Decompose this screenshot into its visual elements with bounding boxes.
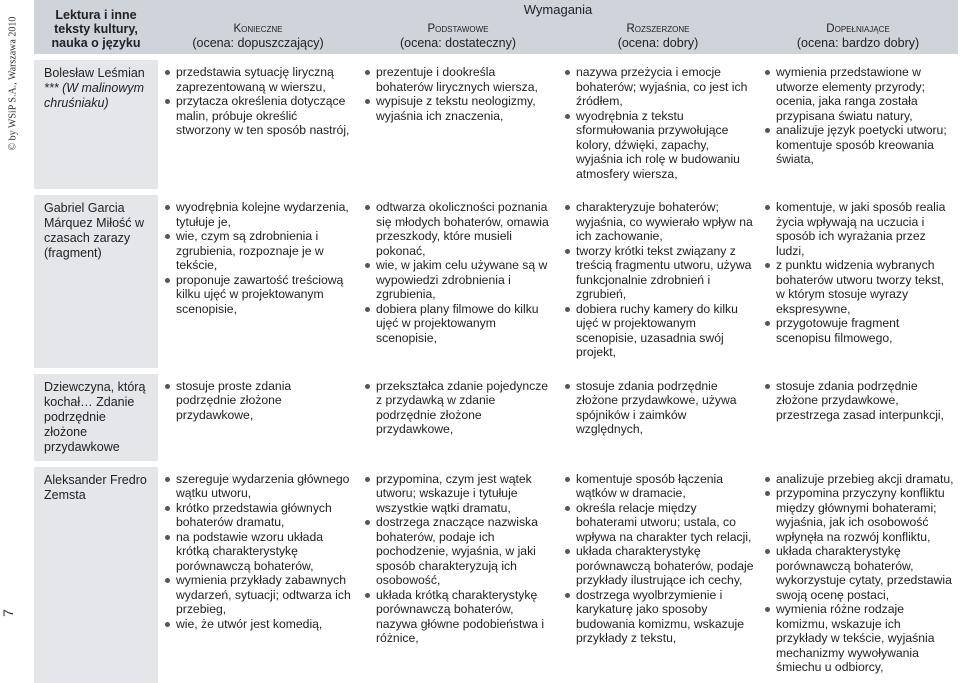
literature-cell: Bolesław Leśmian *** (W malinowym chruśniaku) bbox=[34, 57, 158, 192]
page-number: 7 bbox=[0, 609, 16, 617]
cell-dopelniajace bbox=[758, 371, 958, 464]
cell-dopelniajace bbox=[758, 464, 958, 683]
level-podstawowe: Podstawowe (ocena: dostateczny) bbox=[399, 23, 517, 50]
header-row-top bbox=[34, 0, 958, 20]
list-item: stosuje zdania podrzędnie złożone przydawkowe, przestrzega zasad interpunkcji, bbox=[776, 379, 954, 423]
table-row bbox=[34, 192, 958, 371]
list-item: wie, w jakim celu używane są w wypowiedzi zdrobnienia i zgrubienia, bbox=[376, 258, 554, 302]
list-item: prezentuje i dookreśla bohaterów lirycznych wiersza, bbox=[376, 65, 554, 94]
list-item: komentuje, w jaki sposób realia życia wpływają na uczucia i sposób ich wyrażania przez ludzi, bbox=[776, 200, 954, 258]
list-item: dostrzega wyolbrzymienie i karykaturę jako sposoby budowania komizmu, wskazuje przykłady z tekstu, bbox=[576, 588, 754, 646]
cell-rozszerzone bbox=[558, 192, 758, 371]
list-item: przygotowuje fragment scenopisu filmowego, bbox=[776, 316, 954, 345]
list-item: charakteryzuje bohaterów; wyjaśnia, co wywierało wpływ na ich zachowanie, bbox=[576, 200, 753, 243]
list-item: dostrzega znaczące nazwiska bohaterów, podaje ich pochodzenie, wyjaśnia, w jaki sposób charakteryzują ich osobowość, bbox=[376, 515, 554, 588]
table-row bbox=[34, 57, 958, 192]
side-strip bbox=[0, 0, 22, 627]
cell-dopelniajace bbox=[758, 192, 958, 371]
literature-cell: Dziewczyna, którą kochał… Zdanie podrzędnie złożone przydawkowe bbox=[34, 371, 158, 464]
list-item: analizuje język poetycki utworu; komentuje sposób kreowania świata, bbox=[776, 123, 954, 167]
cell-podstawowe bbox=[358, 57, 558, 192]
list-item: komentuje sposób łączenia wątków w dramacie, bbox=[576, 472, 754, 501]
literature-cell: Gabriel Garcia Márquez Miłość w czasach zarazy (fragment) bbox=[34, 192, 158, 371]
level-rozszerzone: Rozszerzone (ocena: dobry) bbox=[617, 23, 699, 50]
list-item: szereguje wydarzenia głównego wątku utworu, bbox=[176, 472, 354, 501]
list-item: przypomina, czym jest wątek utworu; wskazuje i tytułuje wszystkie wątki dramatu, bbox=[376, 472, 554, 516]
cell-rozszerzone bbox=[558, 464, 758, 683]
list-item: układa charakterystykę porównawczą bohaterów, wykorzystuje cytaty, przedstawia swoją ocenę postaci, bbox=[776, 544, 954, 602]
requirements-table bbox=[34, 0, 958, 683]
cell-rozszerzone bbox=[558, 371, 758, 464]
cell-konieczne bbox=[158, 192, 358, 371]
list-item: analizuje przebieg akcji dramatu, bbox=[776, 471, 954, 486]
header-literature: Lektura i inne teksty kultury, nauka o języku bbox=[51, 8, 141, 50]
header-wymagania: Wymagania bbox=[523, 2, 593, 17]
list-item: przypomina przyczyny konfliktu między głównymi bohaterami; wyjaśnia, jak ich osobowość wpłynęła na rozwój konfliktu, bbox=[776, 486, 954, 544]
list-item: wymienia różne rodzaje komizmu, wskazuje ich przykłady w tekście, wyjaśnia mechanizmy wywoływania śmiechu u odbiorcy, bbox=[776, 602, 954, 675]
list-item: odtwarza okoliczności poznania się młodych bohaterów, omawia przeszkody, które musieli pokonać, bbox=[376, 200, 554, 258]
list-item: proponuje zawartość treściową kilku ujęć w projektowanym scenopisie, bbox=[176, 273, 354, 317]
list-item: krótko przedstawia głównych bohaterów dramatu, bbox=[176, 501, 354, 530]
list-item: układa krótką charakterystykę porównawczą bohaterów, nazywa główne podobieństwa i różnice, bbox=[376, 588, 554, 646]
list-item: układa charakterystykę porównawczą bohaterów, podaje przykłady ilustrujące ich cechy, bbox=[576, 544, 754, 587]
level-dopelniajace: Dopełniające (ocena: bardzo dobry) bbox=[796, 23, 920, 50]
cell-konieczne bbox=[158, 371, 358, 464]
cell-podstawowe bbox=[358, 192, 558, 371]
list-item: wymienia przykłady zabawnych wydarzeń, sytuacji; odtwarza ich przebieg, bbox=[176, 573, 354, 617]
cell-podstawowe bbox=[358, 464, 558, 683]
list-item: przytacza określenia dotyczące malin, próbuje określić stworzony w ten sposób nastrój, bbox=[176, 94, 354, 138]
table-row bbox=[34, 464, 958, 683]
level-konieczne: Konieczne (ocena: dopuszczający) bbox=[192, 23, 324, 50]
list-item: stosuje zdania podrzędnie złożone przydawkowe, używa spójników i zaimków względnych, bbox=[576, 379, 754, 437]
list-item: stosuje proste zdania podrzędnie złożone przydawkowe, bbox=[176, 379, 354, 423]
list-item: wymienia przedstawione w utworze elementy przyrody; ocenia, jaka ranga została przypisana światu natury, bbox=[776, 65, 954, 123]
list-item: wie, że utwór jest komedią, bbox=[176, 617, 354, 632]
list-item: przedstawia sytuację liryczną zaprezentowaną w wierszu, bbox=[176, 65, 354, 94]
list-item: wie, czym są zdrobnienia i zgrubienia, rozpoznaje je w tekście, bbox=[176, 229, 354, 273]
table-row bbox=[34, 371, 958, 464]
list-item: wyodrębnia kolejne wydarzenia, tytułuje je, bbox=[176, 200, 354, 229]
list-item: dobiera ruchy kamery do kilku ujęć w projektowanym scenopisie, uzasadnia swój projekt, bbox=[576, 302, 754, 360]
list-item: dobiera plany filmowe do kilku ujęć w projektowanym scenopisie, bbox=[376, 302, 554, 346]
list-item: na podstawie wzoru układa krótką charakterystykę porównawczą bohaterów, bbox=[176, 530, 354, 574]
literature-cell: Aleksander Fredro Zemsta bbox=[34, 464, 158, 683]
cell-rozszerzone bbox=[558, 57, 758, 192]
copyright-note: © by WSiP S.A., Warszawa 2010 bbox=[7, 16, 19, 151]
cell-konieczne bbox=[158, 464, 358, 683]
list-item: wypisuje z tekstu neologizmy, wyjaśnia ich znaczenia, bbox=[376, 94, 554, 123]
cell-dopelniajace bbox=[758, 57, 958, 192]
list-item: z punktu widzenia wybranych bohaterów utworu tworzy tekst, w którym stosuje wyrazy ekspresywne, bbox=[776, 258, 954, 316]
list-item: określa relacje między bohaterami utworu; ustala, co wpływa na charakter tych relacji, bbox=[576, 501, 754, 545]
list-item: przekształca zdanie pojedyncze z przydawką w zdanie podrzędnie złożone przydawkowe, bbox=[376, 379, 554, 437]
list-item: nazywa przeżycia i emocje bohaterów; wyjaśnia, co jest ich źródłem, bbox=[576, 65, 754, 109]
cell-konieczne bbox=[158, 57, 358, 192]
header-row-levels bbox=[34, 20, 958, 57]
list-item: tworzy krótki tekst związany z treścią fragmentu utworu, używa funkcjonalnie zdrobnień i zgrubień, bbox=[576, 244, 754, 302]
cell-podstawowe bbox=[358, 371, 558, 464]
list-item: wyodrębnia z tekstu sformułowania przywołujące kolory, dźwięki, zapachy, wyjaśnia ich rolę w budowaniu atmosfery wiersza, bbox=[576, 109, 754, 182]
